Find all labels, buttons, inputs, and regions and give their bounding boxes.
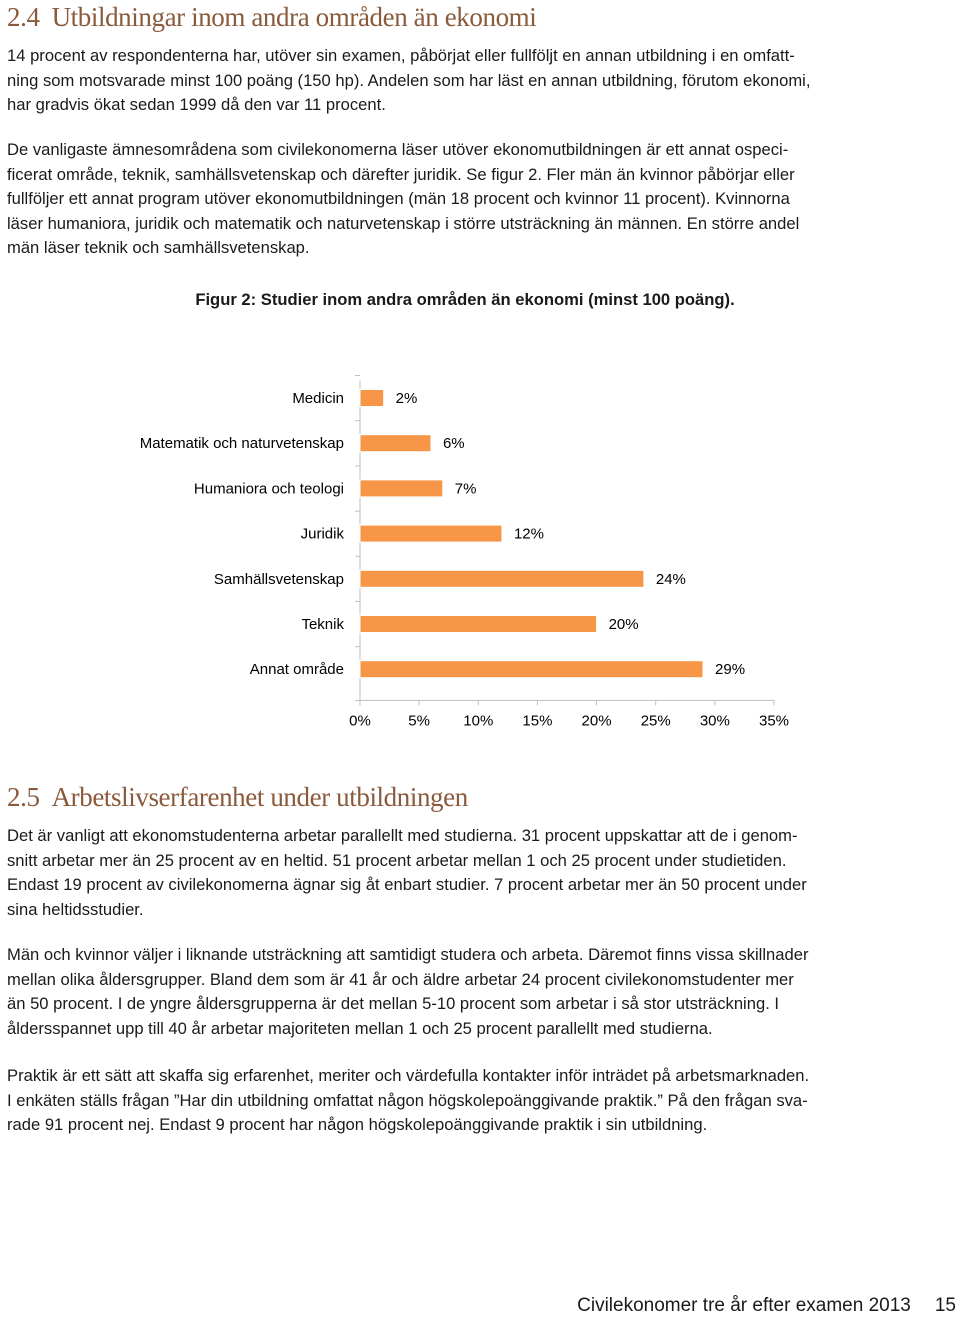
data-label: 20% [608, 616, 639, 633]
paragraph [7, 824, 922, 922]
paragraph [7, 1064, 922, 1138]
bar-chart [0, 370, 960, 735]
text-line: ficerat område, teknik, samhällsvetenskap och därefter juridik. Se figur 2. Fler män än kvinnor påbörjar eller [7, 164, 795, 184]
section-heading [7, 2, 536, 33]
text-line: ning som motsvarade minst 100 poäng (150 hp). Andelen som har läst en annan utbildning, förutom ekonomi, [7, 70, 811, 90]
data-label: 7% [454, 480, 477, 498]
text-line: Det är vanligt att ekonomstudenterna arbetar parallellt med studierna. 31 procent uppskattar att de i genom- [7, 826, 798, 845]
data-label: 24% [655, 570, 686, 588]
bar [360, 435, 431, 452]
text-line: män läser teknik och samhällsvetenskap. [7, 238, 310, 257]
data-label: 2% [395, 390, 418, 407]
category-label: Medicin [292, 390, 344, 407]
text-line: har gradvis ökat sedan 1999 då den var 11 procent. [7, 95, 386, 114]
text-line: fullföljer ett annat program utöver ekonomutbildningen (män 18 procent och kvinnor 11 procent). Kvinnorna [7, 189, 790, 208]
category-label: Annat område [249, 661, 344, 679]
category-label: Juridik [300, 525, 344, 543]
paragraph [7, 44, 922, 118]
footer-title: Civilekonomer tre år efter examen 2013 [577, 1295, 911, 1316]
section-number: 2.5 [7, 782, 40, 812]
category-label: Humaniora och teologi [193, 480, 344, 498]
section-number: 2.4 [7, 2, 40, 32]
text-line: Män och kvinnor väljer i liknande utsträckning att samtidigt studera och arbeta. Däremot finns vissa skillnader [7, 945, 809, 964]
text-line: åldersspannet upp till 40 år arbetar majoriteten mellan 1 och 25 procent parallellt med studierna. [7, 1018, 713, 1038]
category-label: Teknik [301, 616, 344, 633]
section-title: Arbetslivserfarenhet under utbildningen [51, 782, 468, 812]
data-label: 12% [513, 525, 544, 543]
bar [360, 616, 597, 633]
text-line: De vanligaste ämnesområdena som civilekonomerna läser utöver ekonomutbildningen är ett annat ospeci- [7, 140, 789, 159]
section-title: Utbildningar inom andra områden än ekonomi [51, 2, 537, 32]
text-line: läser humaniora, juridik och matematik och naturvetenskap i större utsträckning än männen. En större andel [7, 213, 800, 233]
section-heading [7, 782, 468, 813]
text-line: snitt arbetar mer än 25 procent av en heltid. 51 procent arbetar mellan 1 och 25 procent under studietiden. [7, 850, 787, 870]
data-label: 6% [442, 435, 465, 453]
text-line: Endast 19 procent av civilekonomerna ägnar sig åt enbart studier. 7 procent arbetar mer än 50 procent under [7, 875, 807, 894]
category-label: Samhällsvetenskap [213, 570, 344, 588]
x-tick-label: 30% [699, 712, 730, 730]
x-tick-label: 20% [581, 712, 612, 730]
bar [360, 480, 443, 497]
bar [360, 570, 644, 587]
data-label: 29% [715, 661, 746, 679]
page-number: 15 [934, 1295, 956, 1316]
text-line: rade 91 procent nej. Endast 9 procent har någon högskolepoänggivande praktik i sin utbildning. [7, 1115, 708, 1134]
bar [360, 661, 703, 678]
page-footer [577, 1295, 956, 1317]
text-line: 14 procent av respondenterna har, utöver sin examen, påbörjat eller fullföljt en annan utbildning i en omfatt- [7, 46, 795, 65]
x-tick-label: 5% [408, 712, 430, 730]
text-line: I enkäten ställs frågan ”Har din utbildning omfattat någon högskolepoänggivande praktik.” På den frågan sva- [7, 1090, 808, 1110]
bar [360, 390, 384, 407]
text-line: Praktik är ett sätt att skaffa sig erfarenhet, meriter och värdefulla kontakter inför inträdet på arbetsmarknaden. [7, 1066, 810, 1085]
x-tick-label: 25% [640, 712, 671, 730]
category-label: Matematik och naturvetenskap [139, 435, 344, 453]
paragraph [7, 138, 922, 261]
figure-caption: Figur 2: Studier inom andra områden än ekonomi (minst 100 poäng). [195, 290, 735, 309]
text-line: sina heltidsstudier. [7, 899, 144, 919]
paragraph [7, 943, 922, 1041]
x-tick-label: 15% [522, 712, 553, 730]
x-tick-label: 0% [349, 712, 371, 730]
text-line: mellan olika åldersgrupper. Bland dem som är 41 år och äldre arbetar 24 procent civilekonomstudenter mer [7, 969, 794, 989]
x-tick-label: 35% [758, 712, 790, 730]
bar [360, 525, 502, 542]
text-line: än 50 procent. I de yngre åldersgrupperna är det mellan 5-10 procent som arbetar i så stor utsträckning. I [7, 994, 780, 1013]
x-tick-label: 10% [463, 712, 494, 730]
